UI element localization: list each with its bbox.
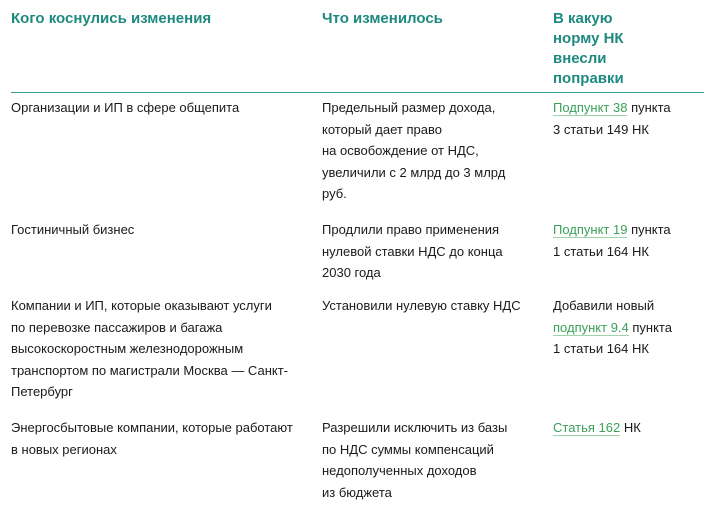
norm-line: [553, 97, 703, 119]
what-line: 2030 года: [322, 265, 381, 280]
norm-line: [553, 417, 703, 439]
norm-cell: [553, 97, 703, 140]
who-line: Гостиничный бизнес: [11, 222, 135, 237]
norm-cell: [553, 219, 703, 262]
who-line: Организации и ИП в сфере общепита: [11, 100, 240, 115]
norm-line2: 1 статьи 164 НК: [553, 243, 649, 259]
what-line: Установили нулевую ставку НДС: [322, 298, 521, 313]
norm-after: НК: [620, 420, 641, 435]
what-line: на освобождение от НДС,: [322, 143, 479, 158]
norm-link[interactable]: Подпункт 38: [553, 100, 628, 115]
what-line: нулевой ставки НДС до конца: [322, 243, 503, 259]
what-cell: [322, 295, 527, 317]
header-norm-line: В какую: [553, 10, 613, 27]
what-line: который дает право: [322, 121, 442, 137]
norm-line: [553, 317, 703, 339]
what-line: Продлили право применения: [322, 222, 500, 237]
norm-line2: 3 статьи 149 НК: [553, 121, 649, 137]
norm-after: пункта: [628, 319, 672, 335]
header-norm: [553, 9, 663, 89]
header-what: Что изменилось: [322, 10, 443, 27]
table-header: [11, 0, 704, 93]
norm-line2: 1 статьи 164 НК: [553, 341, 649, 356]
norm-after: пункта: [627, 100, 671, 115]
who-cell: [11, 295, 311, 403]
who-line: по перевозке пассажиров и багажа: [11, 319, 223, 335]
what-line: из бюджета: [322, 484, 392, 500]
what-cell: [322, 219, 527, 284]
norm-cell: [553, 417, 703, 439]
header-norm-line: поправки: [553, 70, 624, 87]
norm-link[interactable]: Подпункт 19: [553, 222, 628, 237]
who-cell: [11, 219, 311, 241]
tax-changes-table: [11, 0, 704, 500]
what-cell: [322, 97, 527, 205]
who-line: транспортом по магистрали Москва — Санкт-: [11, 362, 288, 378]
header-norm-line: норму НК: [553, 30, 624, 47]
who-line: Энергосбытовые компании, которые работают: [11, 420, 293, 435]
what-line: недополученных доходов: [322, 463, 477, 478]
what-line: по НДС суммы компенсаций: [322, 441, 494, 457]
norm-link[interactable]: Статья 162: [553, 420, 621, 435]
norm-prefix: Добавили новый: [553, 298, 655, 313]
header-norm-line: внесли: [553, 50, 607, 67]
what-line: руб.: [322, 186, 347, 201]
what-line: Разрешили исключить из базы: [322, 420, 508, 435]
who-line: Компании и ИП, которые оказывают услуги: [11, 298, 272, 313]
what-line: увеличили с 2 млрд до 3 млрд: [322, 164, 506, 180]
who-line: в новых регионах: [11, 441, 117, 457]
who-cell: [11, 417, 311, 460]
what-line: Предельный размер дохода,: [322, 100, 496, 115]
who-line: высокоскоростным железнодорожным: [11, 341, 244, 356]
norm-link[interactable]: подпункт 9.4: [553, 319, 629, 335]
who-cell: [11, 97, 311, 119]
norm-cell: [553, 295, 703, 360]
what-cell: [322, 417, 527, 503]
norm-line: [553, 219, 703, 241]
who-line: Петербург: [11, 384, 73, 399]
norm-after: пункта: [627, 222, 671, 237]
header-who: Кого коснулись изменения: [11, 10, 212, 27]
